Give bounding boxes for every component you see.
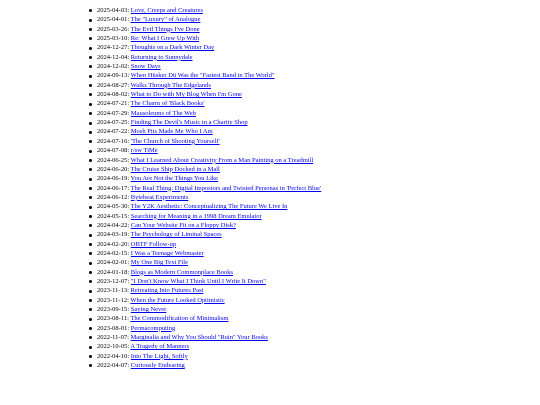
- post-link[interactable]: Thoughts on a Dark Winter Day: [130, 44, 215, 52]
- date-separator: :: [127, 259, 131, 267]
- post-link[interactable]: Into The Light, Softly: [130, 352, 188, 360]
- post-date: 2022-10-05: [97, 343, 128, 351]
- list-item: [88, 314, 321, 323]
- post-link[interactable]: 'The Church of Shooting Yourself': [130, 137, 220, 145]
- list-item: [88, 361, 321, 370]
- bullet-icon: [89, 84, 92, 87]
- bullet-icon: [89, 112, 92, 115]
- list-item: [88, 277, 321, 286]
- bullet-icon: [89, 93, 92, 96]
- list-item: [88, 212, 321, 221]
- bullet-icon: [89, 75, 92, 78]
- bullet-icon: [89, 290, 92, 293]
- date-separator: :: [127, 324, 131, 332]
- post-link[interactable]: The Cruise Ship Docked in a Mall: [130, 165, 220, 173]
- bullet-icon: [89, 37, 92, 40]
- list-item: [88, 249, 321, 258]
- post-date: 2024-05-30: [97, 203, 128, 211]
- list-item: [88, 43, 321, 52]
- post-link[interactable]: Re: What I Grew Up With: [130, 35, 200, 43]
- list-item: [88, 137, 321, 146]
- post-date: 2024-08-27: [97, 81, 128, 89]
- post-date: 2024-09-13: [97, 72, 128, 80]
- post-date: 2024-02-20: [97, 240, 128, 248]
- post-link[interactable]: When the Future Looked Optimistic: [130, 296, 225, 304]
- date-separator: :: [127, 35, 131, 43]
- list-item: [88, 193, 321, 202]
- post-date: 2024-07-08: [97, 147, 128, 155]
- bullet-icon: [89, 9, 92, 12]
- post-date: 2025-04-01: [97, 16, 128, 24]
- post-link[interactable]: Can Your Website Fit on a Floppy Disk?: [130, 221, 236, 229]
- list-item: [88, 109, 321, 118]
- post-date: 2022-04-10: [97, 352, 128, 360]
- post-link[interactable]: Bytebeat Experiments: [130, 193, 189, 201]
- bullet-icon: [89, 271, 92, 274]
- bullet-icon: [89, 280, 92, 283]
- post-link[interactable]: A Tragedy of Manners: [130, 343, 190, 351]
- post-date: 2024-07-21: [97, 100, 128, 108]
- bullet-icon: [89, 308, 92, 311]
- post-date: 2024-08-02: [97, 91, 128, 99]
- list-item: [88, 53, 321, 62]
- post-link[interactable]: OBTF Follow-up: [130, 240, 177, 248]
- post-link[interactable]: Returning to Sunnydale: [130, 53, 193, 61]
- bullet-icon: [89, 178, 92, 181]
- list-item: [88, 296, 321, 305]
- date-separator: :: [127, 184, 131, 192]
- list-item: [88, 62, 321, 71]
- post-link[interactable]: Marginalia and Why You Should "Ruin" Your Books: [130, 334, 268, 342]
- date-separator: :: [127, 315, 131, 323]
- date-separator: :: [127, 343, 131, 351]
- post-date: 2023-08-01: [97, 324, 128, 332]
- post-link[interactable]: The Evil Things I've Done: [130, 25, 200, 33]
- bullet-icon: [89, 47, 92, 50]
- post-link[interactable]: Walks Through The Edgelands: [130, 81, 211, 89]
- post-date: 2023-09-15: [97, 306, 128, 313]
- post-date: 2024-06-25: [97, 156, 128, 164]
- date-separator: :: [127, 16, 131, 24]
- post-list: [88, 6, 321, 370]
- list-item: [88, 305, 321, 314]
- list-item: [88, 34, 321, 43]
- post-link[interactable]: Mosh Pits Made Me Who I Am: [130, 128, 213, 136]
- post-date: 2024-06-12: [97, 193, 128, 201]
- bullet-icon: [89, 318, 92, 321]
- post-date: 2024-12-27: [97, 44, 128, 52]
- post-link[interactable]: Mausoleums of The Web: [130, 109, 196, 117]
- post-date: 2024-06-17: [97, 184, 128, 192]
- bullet-icon: [89, 65, 92, 68]
- post-date: 2024-04-22: [97, 221, 128, 229]
- post-date: 2024-02-01: [97, 259, 128, 267]
- bullet-icon: [89, 131, 92, 134]
- date-separator: :: [127, 193, 131, 201]
- post-link[interactable]: Permacomputing: [130, 324, 176, 332]
- post-date: 2024-07-16: [97, 137, 128, 145]
- post-date: 2022-11-07: [97, 334, 128, 342]
- post-link[interactable]: Searching for Meaning in a 1998 Dream Emulator: [130, 212, 262, 220]
- date-separator: :: [127, 306, 131, 313]
- date-separator: :: [127, 240, 131, 248]
- bullet-icon: [89, 355, 92, 358]
- list-item: [88, 90, 321, 99]
- list-item: [88, 81, 321, 90]
- date-separator: :: [127, 334, 131, 342]
- bullet-icon: [89, 168, 92, 171]
- post-date: 2024-07-22: [97, 128, 128, 136]
- date-separator: :: [127, 25, 131, 33]
- post-link[interactable]: The "Luxury" of Analogue: [130, 16, 201, 24]
- post-link[interactable]: Curiously Endearing: [130, 362, 185, 370]
- post-link[interactable]: What I Learned About Creativity From a Man Painting on a Treadmill: [130, 156, 314, 164]
- bullet-icon: [89, 327, 92, 330]
- post-date: 2024-06-19: [97, 175, 128, 183]
- post-date: 2024-01-18: [97, 268, 128, 276]
- bullet-icon: [89, 243, 92, 246]
- list-item: [88, 25, 321, 34]
- list-item: [88, 286, 321, 295]
- post-date: 2024-06-20: [97, 165, 128, 173]
- date-separator: :: [127, 119, 131, 127]
- bullet-icon: [89, 56, 92, 59]
- bullet-icon: [89, 28, 92, 31]
- date-separator: :: [127, 100, 131, 108]
- post-link[interactable]: My One Big Text File: [130, 259, 188, 267]
- post-date: 2024-07-25: [97, 119, 128, 127]
- date-separator: :: [127, 63, 131, 71]
- date-separator: :: [127, 72, 131, 80]
- date-separator: :: [127, 362, 131, 370]
- date-separator: :: [127, 91, 131, 99]
- post-link[interactable]: What to Do with My Blog When I'm Gone: [130, 91, 242, 99]
- date-separator: :: [127, 109, 131, 117]
- list-item: [88, 174, 321, 183]
- post-date: 2024-12-02: [97, 63, 128, 71]
- date-separator: :: [127, 231, 131, 239]
- bullet-icon: [89, 299, 92, 302]
- post-date: 2024-02-15: [97, 249, 128, 257]
- date-separator: :: [127, 53, 131, 61]
- list-item: [88, 342, 321, 351]
- list-item: [88, 15, 321, 24]
- date-separator: :: [127, 165, 131, 173]
- date-separator: :: [127, 147, 131, 155]
- bullet-icon: [89, 364, 92, 367]
- date-separator: :: [127, 212, 131, 220]
- list-item: [88, 221, 321, 230]
- list-item: [88, 6, 321, 15]
- date-separator: :: [127, 156, 131, 164]
- post-link[interactable]: Saying Never: [130, 306, 167, 313]
- bullet-icon: [89, 122, 92, 125]
- list-item: [88, 240, 321, 249]
- post-link[interactable]: Finding The Devil's Music in a Charity Shop: [130, 119, 248, 127]
- post-link[interactable]: The Y2K Aesthetic: Conceptualizing The Future We Live In: [130, 203, 288, 211]
- post-date: 2024-03-19: [97, 231, 128, 239]
- bullet-icon: [89, 103, 92, 106]
- post-date: 2025-03-26: [97, 25, 128, 33]
- list-item: [88, 127, 321, 136]
- post-date: 2024-12-04: [97, 53, 128, 61]
- date-separator: :: [127, 137, 131, 145]
- post-link[interactable]: Snow Days: [130, 63, 161, 71]
- date-separator: :: [127, 128, 131, 136]
- bullet-icon: [89, 206, 92, 209]
- bullet-icon: [89, 224, 92, 227]
- post-link[interactable]: The Real Thing: Digital Impostors and Twisted Personas in 'Perfect Blue': [130, 184, 322, 192]
- date-separator: :: [127, 352, 131, 360]
- date-separator: :: [127, 81, 131, 89]
- post-date: 2023-11-13: [97, 287, 128, 295]
- list-item: [88, 268, 321, 277]
- list-item: [88, 202, 321, 211]
- date-separator: :: [127, 296, 131, 304]
- list-item: [88, 156, 321, 165]
- list-item: [88, 165, 321, 174]
- bullet-icon: [89, 336, 92, 339]
- post-link[interactable]: You Are Not the Things You Like: [130, 175, 219, 183]
- bullet-icon: [89, 150, 92, 153]
- bullet-icon: [89, 159, 92, 162]
- post-link[interactable]: "I Don't Know What I Think Until I Write It Down": [130, 277, 266, 285]
- post-date: 2022-04-07: [97, 362, 128, 370]
- post-link[interactable]: When Hüsker Dü Was the "Fastest Band in The World": [130, 72, 275, 80]
- list-item: [88, 230, 321, 239]
- post-link[interactable]: Retreating Into Futures Past: [130, 287, 204, 295]
- date-separator: :: [127, 268, 131, 276]
- post-date: 2025-04-03: [97, 7, 128, 14]
- list-item: [88, 99, 321, 108]
- post-date: 2023-12-07: [97, 277, 128, 285]
- post-link[interactable]: The Commodification of Minimalism: [130, 315, 229, 323]
- list-item: [88, 333, 321, 342]
- bullet-icon: [89, 346, 92, 349]
- bullet-icon: [89, 19, 92, 22]
- post-link[interactable]: Love, Creeps and Creatures: [130, 7, 203, 14]
- bullet-icon: [89, 215, 92, 218]
- post-link[interactable]: The Psychology of Liminal Spaces: [130, 231, 222, 239]
- date-separator: :: [127, 287, 131, 295]
- post-date: 2023-11-12: [97, 296, 128, 304]
- date-separator: :: [127, 44, 131, 52]
- post-link[interactable]: The Charm of 'Black Books': [130, 100, 205, 108]
- date-separator: :: [127, 277, 131, 285]
- date-separator: :: [127, 249, 131, 257]
- post-date: 2025-03-10: [97, 35, 128, 43]
- bullet-icon: [89, 234, 92, 237]
- list-item: [88, 258, 321, 267]
- bullet-icon: [89, 196, 92, 199]
- post-link[interactable]: r/sw TiMe: [130, 147, 158, 155]
- list-item: [88, 71, 321, 80]
- post-date: 2023-08-11: [97, 315, 128, 323]
- bullet-icon: [89, 262, 92, 265]
- date-separator: :: [127, 7, 131, 14]
- bullet-icon: [89, 140, 92, 143]
- post-link[interactable]: I Was a Teenage Webmaster: [130, 249, 204, 257]
- list-item: [88, 352, 321, 361]
- list-item: [88, 118, 321, 127]
- list-item: [88, 184, 321, 193]
- date-separator: :: [127, 175, 131, 183]
- list-item: [88, 146, 321, 155]
- post-date: 2024-05-15: [97, 212, 128, 220]
- post-date: 2024-07-29: [97, 109, 128, 117]
- bullet-icon: [89, 187, 92, 190]
- post-link[interactable]: Blogs as Modern Commonplace Books: [130, 268, 233, 276]
- date-separator: :: [127, 221, 131, 229]
- bullet-icon: [89, 252, 92, 255]
- list-item: [88, 324, 321, 333]
- date-separator: :: [127, 203, 131, 211]
